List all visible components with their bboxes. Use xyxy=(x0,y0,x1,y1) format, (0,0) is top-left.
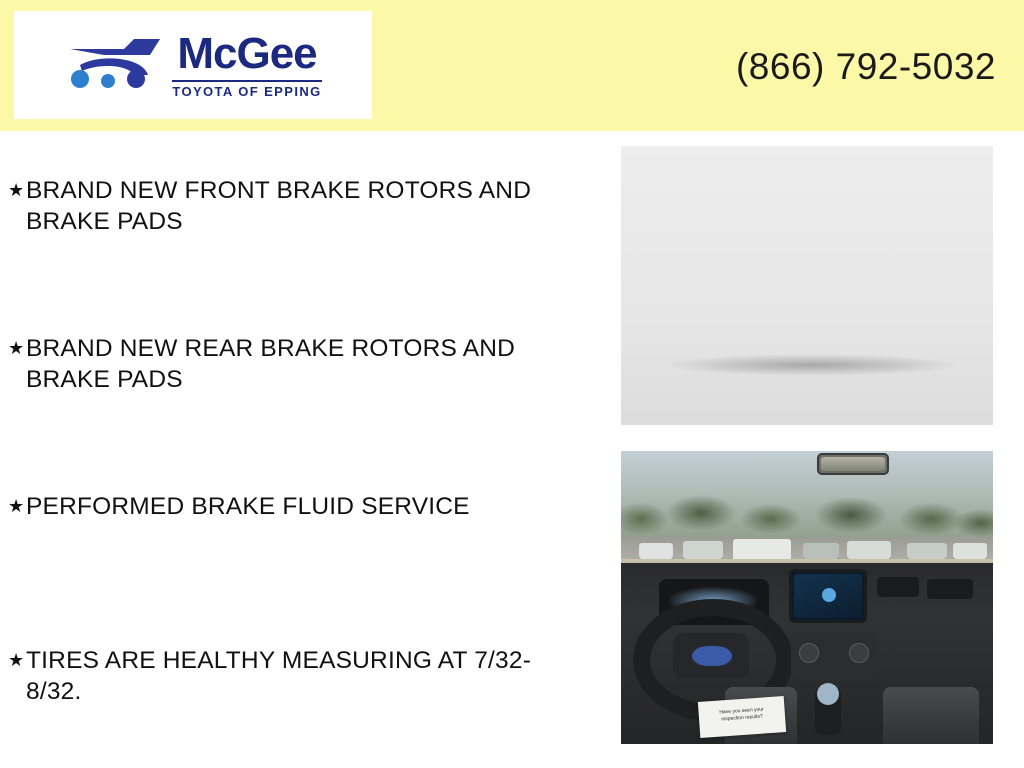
tree-line xyxy=(621,489,993,543)
gear-shifter-knob[interactable] xyxy=(817,683,839,705)
steering-wheel-badge-icon xyxy=(691,645,733,667)
list-item xyxy=(0,175,570,237)
list-item-label: TIRES ARE HEALTHY MEASURING AT 7/32-8/32. xyxy=(26,647,532,705)
parked-vehicle xyxy=(683,541,723,559)
climate-knob[interactable] xyxy=(849,643,869,663)
parked-vehicle xyxy=(953,543,987,559)
infotainment-screen[interactable] xyxy=(789,569,867,623)
photo-background xyxy=(621,146,993,425)
parked-vehicle xyxy=(733,539,791,561)
rearview-mirror xyxy=(817,453,889,475)
feature-list xyxy=(0,131,600,768)
logo-brand-text: McGee xyxy=(177,29,317,78)
vehicle-shadow xyxy=(661,354,961,376)
screen-icon xyxy=(822,588,836,602)
page-content xyxy=(0,131,1024,768)
list-item xyxy=(0,645,570,707)
inspection-flyer-line2: inspection results? xyxy=(721,713,763,723)
logo-tagline-text: TOYOTA OF EPPING xyxy=(172,80,321,98)
list-item xyxy=(0,491,570,522)
climate-knob[interactable] xyxy=(799,643,819,663)
list-item xyxy=(0,333,570,395)
phone-number[interactable]: (866) 792-5032 xyxy=(735,46,996,87)
parked-vehicle xyxy=(639,543,673,559)
star-icon: ★ xyxy=(8,650,25,670)
inspection-flyer-line1: Have you seen your xyxy=(719,706,764,716)
vehicle-exterior-photo[interactable] xyxy=(621,146,993,425)
star-icon: ★ xyxy=(8,338,25,358)
list-item-label: BRAND NEW REAR BRAKE ROTORS AND BRAKE PADS xyxy=(26,335,516,393)
parked-vehicle xyxy=(907,543,947,559)
passenger-seat xyxy=(883,687,979,744)
list-item-label: PERFORMED BRAKE FLUID SERVICE xyxy=(26,493,470,520)
air-vent xyxy=(877,577,919,597)
star-icon: ★ xyxy=(8,180,25,200)
vehicle-interior-photo[interactable] xyxy=(621,451,993,744)
list-item-label: BRAND NEW FRONT BRAKE ROTORS AND BRAKE PADS xyxy=(26,177,532,235)
page-header xyxy=(0,0,1024,131)
mcgee-swoosh-logo-icon xyxy=(64,35,162,95)
parked-vehicle xyxy=(847,541,891,559)
inspection-flyer xyxy=(698,696,786,738)
parked-vehicle xyxy=(803,543,839,559)
star-icon: ★ xyxy=(8,496,25,516)
air-vent xyxy=(927,579,973,599)
dealer-logo xyxy=(14,11,372,119)
